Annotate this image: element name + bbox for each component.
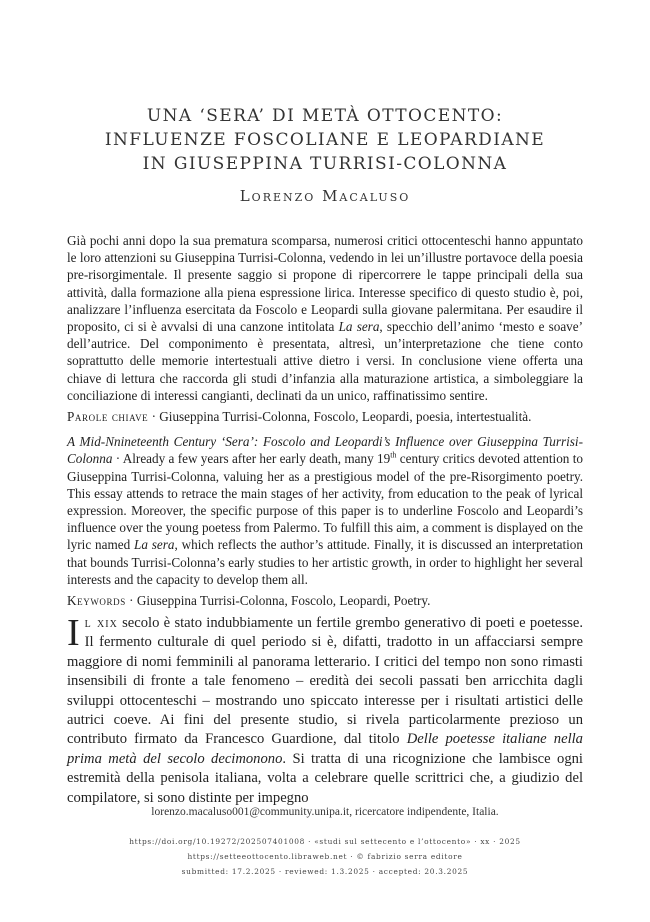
body-title-ref: Delle poetesse italiane nella prima metà del secolo decimonono bbox=[67, 731, 583, 767]
title-line-1: UNA ‘SERA’ DI METÀ OTTOCENTO: bbox=[146, 106, 504, 126]
dates-line: submitted: 17.2.2025 · reviewed: 1.3.2025 · accepted: 20.3.2025 bbox=[181, 867, 469, 876]
abstract-en-title: A Mid-Nnineteenth Century ‘Sera’: Foscolo and Leopardi’s Influence over Giuseppina Turrisi-Colonna bbox=[67, 434, 583, 467]
abstract-en-title-ref: La sera bbox=[134, 537, 175, 553]
abstract-en-sup: th bbox=[390, 451, 397, 461]
abstract-italian bbox=[67, 232, 583, 404]
author-name: Lorenzo Macaluso bbox=[239, 187, 411, 205]
abstract-en-text-c: , which reflects the author’s attitude. Finally, it is discussed an interpretation that bounds Turrisi-Colonna’s early studies to her artistic growth, in order to highlight her several interests and the capacity to develop them all. bbox=[67, 537, 583, 587]
title-line-2: INFLUENZE FOSCOLIANE E LEOPARDIANE bbox=[104, 130, 546, 150]
abstract-en-text-a: · Already a few years after her early death, many 19 bbox=[112, 451, 391, 467]
keywords-it-label: Parole chiave bbox=[67, 409, 149, 425]
keywords-en-list: · Giuseppina Turrisi-Colonna, Foscolo, Leopardi, Poetry. bbox=[125, 593, 431, 609]
abstract-english bbox=[67, 433, 583, 588]
body-text-b: . Si tratta di una ricognizione che lambisce ogni estremità della penisola italiana, volta a celebrare quelle scrittrici che, a giudizio del compilatore, si sono distinte per impegno bbox=[67, 750, 583, 806]
abstract-it-title-ref: La sera bbox=[338, 319, 380, 335]
body-lead-smallcaps: l xix bbox=[84, 615, 118, 631]
keywords-it-list: · Giuseppina Turrisi-Colonna, Foscolo, Leopardi, poesia, intertestualità. bbox=[148, 409, 532, 425]
drop-cap: I bbox=[67, 612, 80, 654]
author-footnote: lorenzo.macaluso001@community.unipa.it, ricercatore indipendente, Italia. bbox=[151, 806, 499, 818]
title-line-3: IN GIUSEPPINA TURRISI-COLONNA bbox=[142, 154, 508, 174]
article-title bbox=[0, 104, 650, 176]
abstract-it-text: Già pochi anni dopo la sua prematura scomparsa, numerosi critici ottocenteschi hanno appuntato le loro attenzioni su Giuseppina Turrisi-Colonna, vedendo in lei un’illustre portavoce della poesia pre-risorgimentale. Il presente saggio si propone di ripercorrere le tappe principali della sua attività, dalla formazione alla piena espressione lirica. Interesse specifico di questo studio è, poi, analizzare l’influenza esercitata da Foscolo e Leopardi sulla giovane palermitana. Per esaudire il proposito, ci si è avvalsi di una canzone intitolata bbox=[67, 233, 583, 335]
body-paragraph bbox=[67, 614, 583, 808]
keywords-english bbox=[67, 592, 583, 609]
body-text-a: secolo è stato indubbiamente un fertile grembo generativo di poeti e poetesse. Il fermento culturale di quel periodo si è, difatti, tradotto in un affacciarsi sempre maggiore di nomi femminili al panorama letterario. I critici del tempo non sono rimasti insensibili di fronte a tale fenomeno – eredità dei secoli passati ben arricchita dagli sviluppi ottocenteschi – mostrando uno spiccato interesse per i risultati artistici delle autrici coeve. Ai fini del presente studio, si rivela particolarmente prezioso un contributo firmato da Francesco Guardione, dal titolo bbox=[67, 615, 584, 748]
abstract-section bbox=[67, 232, 583, 609]
keywords-italian bbox=[67, 408, 583, 425]
keywords-en-label: Keywords bbox=[67, 593, 126, 609]
abstract-it-text-end: , specchio dell’animo ‘mesto e soave’ dell’autrice. Del componimento è presentata, altresì, un’interpretazione che tiene conto soprattutto delle memorie intertestuali attive dietro i versi. In conclusione viene offerta una chiave di lettura che raccorda gli studi d’infanzia alla maturazione artistica, a simboleggiare la conciliazione di interessi cangianti, declinati da un unico, raffinatissimo sentire. bbox=[67, 319, 584, 403]
publisher-line: https://setteeottocento.libraweb.net · © fabrizio serra editore bbox=[187, 852, 463, 861]
body-text bbox=[67, 614, 583, 808]
abstract-en-text-b: century critics devoted attention to Giuseppina Turrisi-Colonna, valuing her as a prestigious model of the pre-Risorgimento poetry. This essay attends to retrace the main stages of her activity, from education to the peak of lyrical expression. Moreover, the specific purpose of this paper is to underline Foscolo and Leopardi’s influence over the young poetess from Palermo. To fulfill this aim, a comment is displayed on the lyric named bbox=[67, 451, 583, 553]
doi-line: https://doi.org/10.19272/202507401008 · «studi sul settecento e l’ottocento» · xx · 2025 bbox=[129, 837, 521, 846]
